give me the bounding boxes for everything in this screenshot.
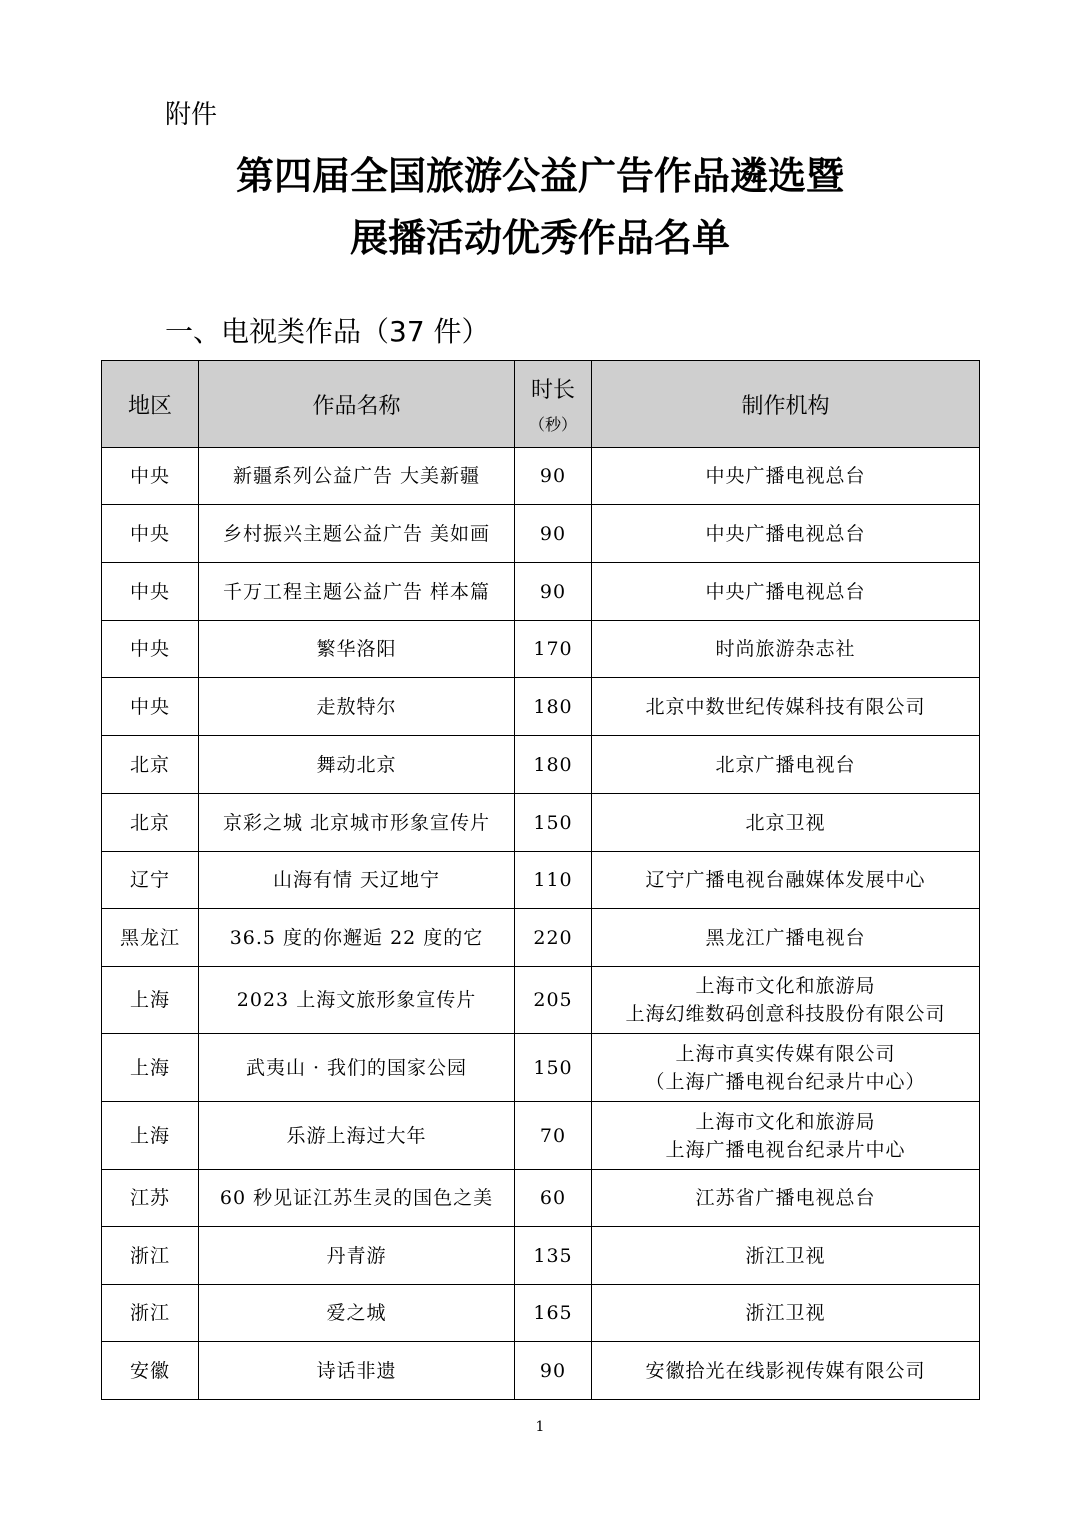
cell-duration: 180 <box>515 678 592 736</box>
cell-region: 浙江 <box>102 1227 199 1285</box>
table-row <box>102 909 980 967</box>
cell-duration: 135 <box>515 1227 592 1285</box>
cell-producer <box>592 794 980 852</box>
table-row <box>102 448 980 505</box>
producer-line: 上海市文化和旅游局 <box>695 975 876 997</box>
cell-name: 2023 上海文旅形象宣传片 <box>199 967 515 1034</box>
cell-producer <box>592 736 980 794</box>
cell-region: 上海 <box>102 967 199 1034</box>
cell-producer <box>592 678 980 736</box>
cell-producer <box>592 909 980 967</box>
cell-region: 北京 <box>102 794 199 852</box>
cell-producer <box>592 967 980 1034</box>
table-header-row <box>102 361 980 448</box>
column-header-name: 作品名称 <box>199 361 515 448</box>
column-header-duration <box>515 361 592 448</box>
producer-line: 时尚旅游杂志社 <box>715 638 856 660</box>
table-row <box>102 505 980 563</box>
cell-region: 中央 <box>102 621 199 678</box>
producer-line: 黑龙江广播电视台 <box>705 926 866 949</box>
table-row <box>102 1170 980 1227</box>
cell-name: 爱之城 <box>199 1285 515 1342</box>
cell-name: 舞动北京 <box>199 736 515 794</box>
table-row <box>102 794 980 852</box>
cell-duration: 110 <box>515 852 592 909</box>
cell-name: 千万工程主题公益广告 样本篇 <box>199 563 515 621</box>
cell-name: 走敖特尔 <box>199 678 515 736</box>
cell-producer <box>592 1227 980 1285</box>
producer-line: 上海广播电视台纪录片中心 <box>665 1138 906 1161</box>
cell-name: 诗话非遗 <box>199 1342 515 1400</box>
cell-name: 丹青游 <box>199 1227 515 1285</box>
page-number: 1 <box>535 1419 545 1435</box>
producer-line: 北京广播电视台 <box>715 753 856 776</box>
cell-producer <box>592 852 980 909</box>
cell-producer <box>592 505 980 563</box>
cell-producer <box>592 1034 980 1102</box>
cell-region: 北京 <box>102 736 199 794</box>
cell-name: 乡村振兴主题公益广告 美如画 <box>199 505 515 563</box>
cell-region: 辽宁 <box>102 852 199 909</box>
producer-line: 上海市文化和旅游局 <box>695 1110 876 1133</box>
table-row <box>102 1102 980 1170</box>
table-row <box>102 563 980 621</box>
table-row <box>102 967 980 1034</box>
producer-line: （上海广播电视台纪录片中心） <box>645 1070 926 1093</box>
table-row <box>102 1342 980 1400</box>
cell-producer <box>592 563 980 621</box>
cell-name: 36.5 度的你邂逅 22 度的它 <box>199 909 515 967</box>
section-heading: 一、电视类作品（37 件） <box>165 315 490 348</box>
table-body <box>102 448 980 1400</box>
cell-producer <box>592 1102 980 1170</box>
producer-line: 中央广播电视总台 <box>705 580 866 603</box>
table-row <box>102 852 980 909</box>
cell-producer <box>592 621 980 678</box>
cell-duration: 60 <box>515 1170 592 1227</box>
cell-producer <box>592 1342 980 1400</box>
producer-line: 中央广播电视总台 <box>705 465 866 487</box>
document-title-line-1: 第四届全国旅游公益广告作品遴选暨 <box>235 154 844 198</box>
producer-line: 浙江卫视 <box>745 1302 826 1324</box>
cell-name: 武夷山 · 我们的国家公园 <box>199 1034 515 1102</box>
cell-duration: 150 <box>515 794 592 852</box>
producer-line: 上海市真实传媒有限公司 <box>675 1042 896 1065</box>
cell-producer <box>592 448 980 505</box>
cell-duration: 90 <box>515 1342 592 1400</box>
cell-name: 乐游上海过大年 <box>199 1102 515 1170</box>
cell-duration: 165 <box>515 1285 592 1342</box>
cell-duration: 90 <box>515 505 592 563</box>
table-row <box>102 1227 980 1285</box>
cell-region: 中央 <box>102 505 199 563</box>
column-header-duration-label: 时长 <box>530 378 575 403</box>
table-row <box>102 1285 980 1342</box>
producer-line: 上海幻维数码创意科技股份有限公司 <box>625 1003 946 1025</box>
cell-name: 新疆系列公益广告 大美新疆 <box>199 448 515 505</box>
table-row <box>102 678 980 736</box>
cell-duration: 205 <box>515 967 592 1034</box>
cell-producer <box>592 1170 980 1227</box>
cell-region: 上海 <box>102 1034 199 1102</box>
cell-duration: 70 <box>515 1102 592 1170</box>
cell-region: 上海 <box>102 1102 199 1170</box>
document-title-line-2: 展播活动优秀作品名单 <box>349 216 730 260</box>
cell-producer <box>592 1285 980 1342</box>
cell-region: 江苏 <box>102 1170 199 1227</box>
cell-duration: 90 <box>515 563 592 621</box>
cell-region: 黑龙江 <box>102 909 199 967</box>
table-row <box>102 621 980 678</box>
cell-duration: 180 <box>515 736 592 794</box>
cell-duration: 220 <box>515 909 592 967</box>
table-row <box>102 736 980 794</box>
cell-region: 中央 <box>102 563 199 621</box>
works-table <box>101 360 980 1400</box>
producer-line: 江苏省广播电视总台 <box>695 1187 876 1209</box>
cell-region: 中央 <box>102 678 199 736</box>
column-header-region: 地区 <box>102 361 199 448</box>
cell-duration: 170 <box>515 621 592 678</box>
cell-region: 中央 <box>102 448 199 505</box>
producer-line: 北京卫视 <box>745 811 826 834</box>
cell-region: 浙江 <box>102 1285 199 1342</box>
cell-region: 安徽 <box>102 1342 199 1400</box>
cell-name: 60 秒见证江苏生灵的国色之美 <box>199 1170 515 1227</box>
producer-line: 北京中数世纪传媒科技有限公司 <box>645 695 926 718</box>
cell-duration: 150 <box>515 1034 592 1102</box>
producer-line: 安徽拾光在线影视传媒有限公司 <box>645 1359 926 1382</box>
column-header-producer: 制作机构 <box>592 361 980 448</box>
table-row <box>102 1034 980 1102</box>
attachment-label: 附件 <box>165 100 218 130</box>
producer-line: 辽宁广播电视台融媒体发展中心 <box>645 869 926 891</box>
column-header-duration-unit: （秒） <box>528 415 577 434</box>
producer-line: 中央广播电视总台 <box>705 522 866 545</box>
cell-name: 京彩之城 北京城市形象宣传片 <box>199 794 515 852</box>
cell-duration: 90 <box>515 448 592 505</box>
cell-name: 繁华洛阳 <box>199 621 515 678</box>
cell-name: 山海有情 天辽地宁 <box>199 852 515 909</box>
producer-line: 浙江卫视 <box>745 1244 826 1267</box>
